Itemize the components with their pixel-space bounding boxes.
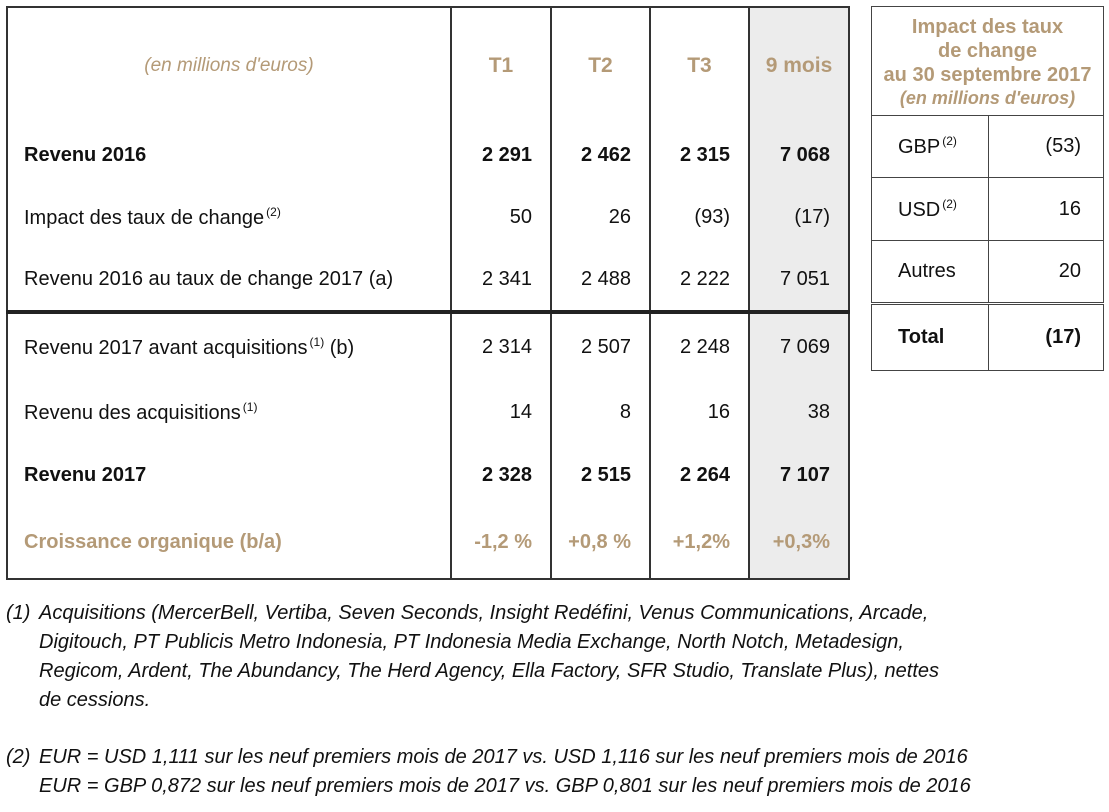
cell-t2: 2 507: [551, 312, 650, 381]
fx-currency: USD $^{(2)}$: [872, 178, 989, 241]
fx-row: [872, 241, 1104, 304]
table-row: [7, 249, 849, 312]
row-label: Revenu des acquisitions $^{(1)}$: [7, 381, 451, 444]
cell-t3: (93): [650, 186, 749, 249]
fx-currency: GBP $^{(2)}$: [872, 116, 989, 178]
cell-t3: 2 264: [650, 444, 749, 507]
footnote-marker: (2): [6, 746, 31, 768]
table-header-row: [7, 7, 849, 124]
cell-9-mois: (17): [749, 186, 849, 249]
fx-row: [872, 178, 1104, 241]
fx-header: Impact des taux de change au 30 septembre 2017 (en millions d'euros): [872, 7, 1104, 116]
cell-9-mois: 7 051: [749, 249, 849, 312]
cell-9-mois: 7 107: [749, 444, 849, 507]
fx-total-value: (17): [989, 304, 1104, 371]
cell-t2: 2 515: [551, 444, 650, 507]
fx-value: 16: [989, 178, 1104, 241]
cell-t1: 2 291: [451, 124, 551, 186]
cell-t1: 14: [451, 381, 551, 444]
fx-unit-label: (en millions d'euros): [899, 88, 1076, 108]
table-row: [7, 186, 849, 249]
fx-total-label: Total: [872, 304, 989, 371]
table-row: [7, 124, 849, 186]
table-row: [7, 312, 849, 381]
row-label: Revenu 2017: [7, 444, 451, 507]
fx-impact-table: [871, 6, 1104, 371]
revenue-table: [6, 6, 850, 580]
cell-9-mois: 38: [749, 381, 849, 444]
cell-t2: 2 462: [551, 124, 650, 186]
cell-t3: +1,2%: [650, 507, 749, 579]
row-label: Revenu 2016 au taux de change 2017 (a): [7, 249, 451, 312]
footnote-ref: (1): [242, 400, 258, 414]
col-header-t1: T1: [451, 7, 551, 124]
footnote-ref: (1): [309, 335, 325, 349]
cell-t1: 50: [451, 186, 551, 249]
footnote-2: [6, 743, 1101, 801]
col-header-t2: T2: [551, 7, 650, 124]
fx-row: [872, 116, 1104, 178]
row-label: Croissance organique (b/a): [7, 507, 451, 579]
cell-t2: 8: [551, 381, 650, 444]
cell-t1: 2 328: [451, 444, 551, 507]
cell-t1: 2 314: [451, 312, 551, 381]
cell-9-mois: +0,3%: [749, 507, 849, 579]
fx-total-row: [872, 304, 1104, 371]
cell-t3: 2 315: [650, 124, 749, 186]
table-row: [7, 444, 849, 507]
table-row: [7, 381, 849, 444]
fx-value: 20: [989, 241, 1104, 304]
footnote-text: EUR = USD 1,111 sur les neuf premiers mois de 2017 vs. USD 1,116 sur les neuf premiers mois de 2016 EUR = GBP 0,872 sur les neuf premiers mois de 2017 vs. GBP 0,801 sur les neuf premiers mois de 2016: [39, 746, 971, 797]
row-label: Revenu 2016: [7, 124, 451, 186]
row-label: Impact des taux de change $^{(2)}$: [7, 186, 451, 249]
col-header-9-mois: 9 mois: [749, 7, 849, 124]
footnote-text: Acquisitions (MercerBell, Vertiba, Seven Seconds, Insight Redéfini, Venus Communications, Arcade, Digitouch, PT Publicis Metro Indonesia, PT Indonesia Media Exchange, North Notch, Metadesign, Regicom, Ardent, The Abundancy, The Herd Agency, Ella Factory, SFR Studio, Translate Plus), nettes de cessions.: [39, 602, 940, 711]
fx-currency: Autres: [872, 241, 989, 304]
cell-t3: 2 248: [650, 312, 749, 381]
fx-header-row: [872, 7, 1104, 116]
row-label: Revenu 2017 avant acquisitions $^{(1)}$ (b): [7, 312, 451, 381]
col-header-t3: T3: [650, 7, 749, 124]
cell-t1: -1,2 %: [451, 507, 551, 579]
cell-t2: +0,8 %: [551, 507, 650, 579]
cell-t2: 26: [551, 186, 650, 249]
fx-value: (53): [989, 116, 1104, 178]
cell-t3: 16: [650, 381, 749, 444]
footnotes: [6, 599, 1101, 801]
footnote-marker: (1): [6, 602, 31, 624]
cell-9-mois: 7 068: [749, 124, 849, 186]
footnote-ref: (2): [266, 205, 281, 219]
table-row-growth: [7, 507, 849, 579]
cell-t2: 2 488: [551, 249, 650, 312]
cell-9-mois: 7 069: [749, 312, 849, 381]
cell-t1: 2 341: [451, 249, 551, 312]
cell-t3: 2 222: [650, 249, 749, 312]
footnote-1: [6, 599, 1101, 715]
unit-label: (en millions d'euros): [7, 7, 451, 124]
